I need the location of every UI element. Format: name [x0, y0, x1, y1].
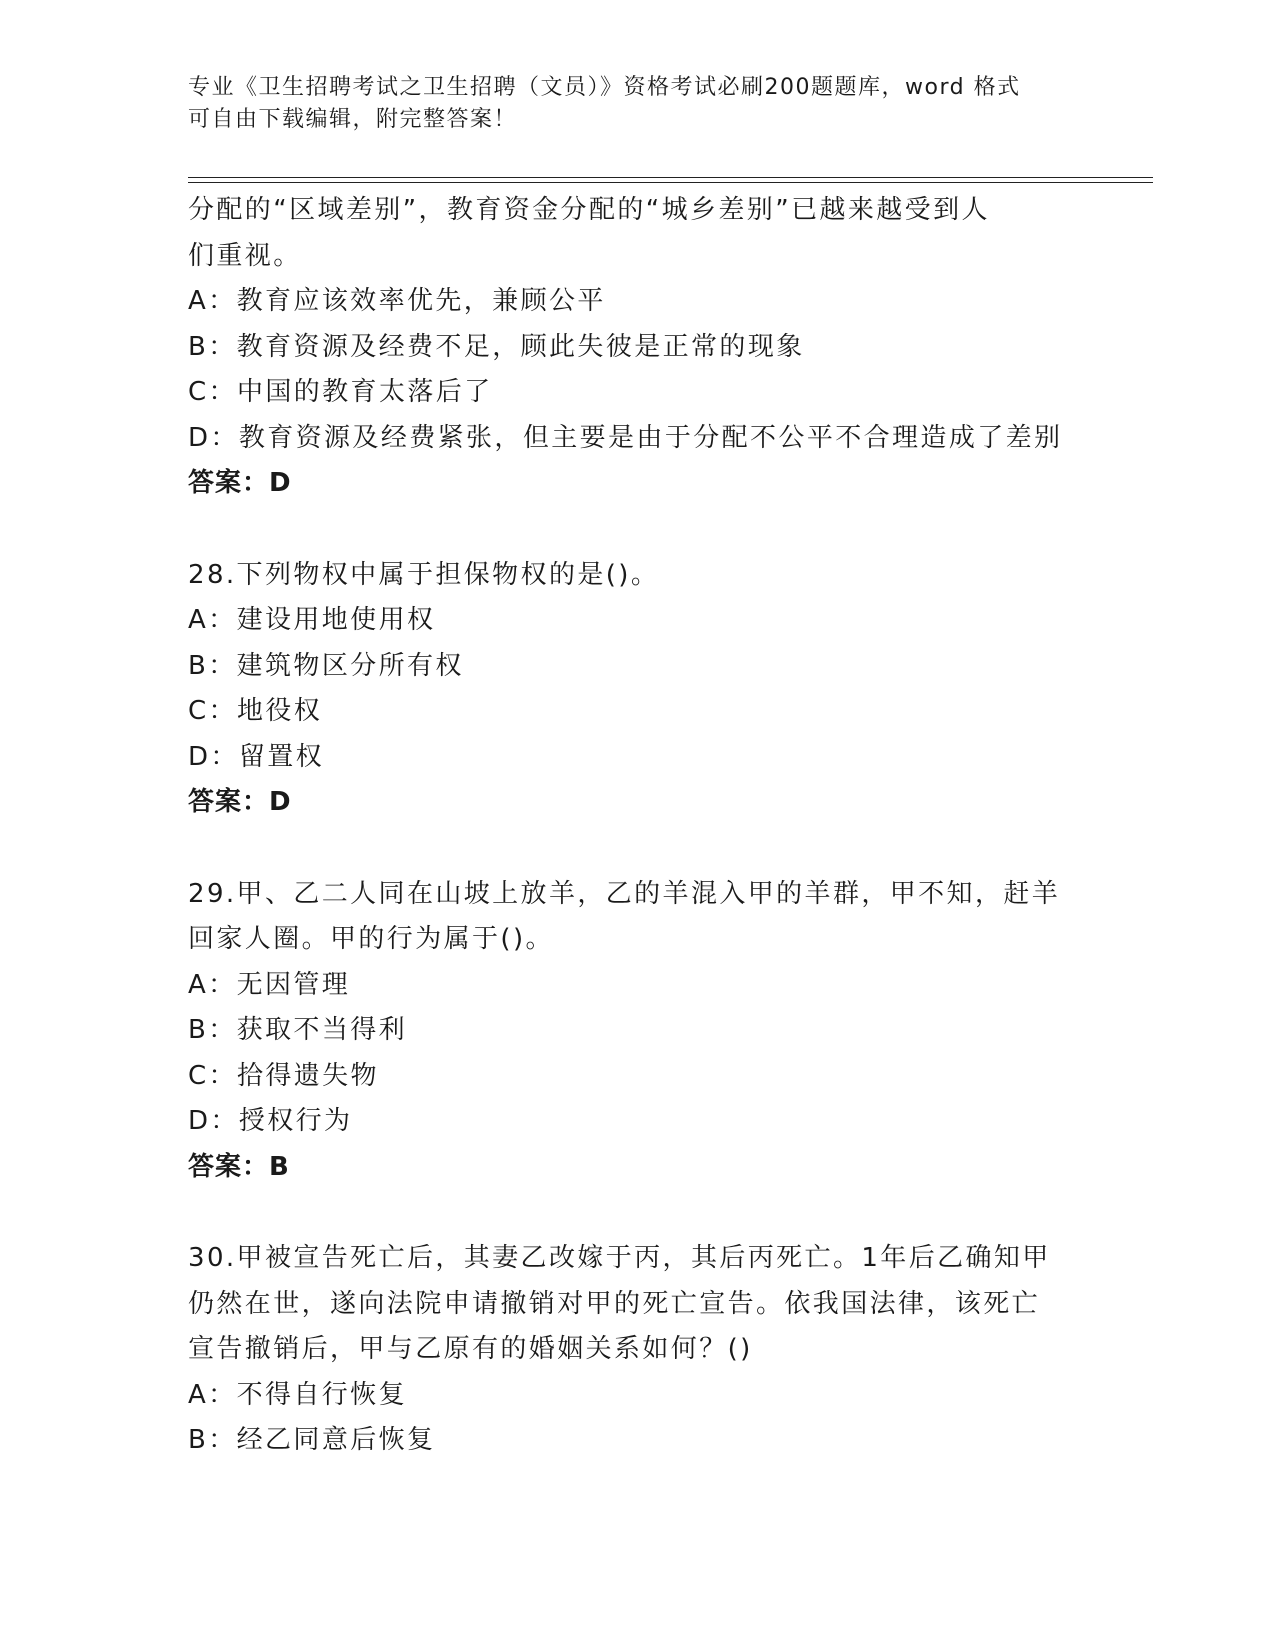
option-a: A：建设用地使用权: [188, 605, 436, 635]
question-text-line: 们重视。: [188, 240, 302, 271]
question-text-line: 29.甲、乙二人同在山坡上放羊，乙的羊混入甲的羊群，甲不知，赶羊: [188, 878, 1061, 909]
option-d: D：教育资源及经费紧张，但主要是由于分配不公平不合理造成了差别: [188, 422, 1063, 453]
option-b: B：经乙同意后恢复: [188, 1425, 436, 1455]
option-b: B：建筑物区分所有权: [188, 650, 464, 681]
question-28: [188, 553, 1088, 826]
question-text-line: 回家人圈。甲的行为属于()。: [188, 924, 554, 954]
header-line-1: 专业《卫生招聘考试之卫生招聘（文员）》资格考试必刷200题题库，word 格式: [188, 75, 1021, 100]
question-text-line: 分配的“区域差别”，教育资金分配的“城乡差别”已越来越受到人: [188, 195, 990, 225]
header-divider-top: [188, 177, 1153, 178]
question-27-continuation: [188, 188, 1088, 507]
option-b: B：获取不当得利: [188, 1015, 408, 1045]
option-d: D：授权行为: [188, 1106, 353, 1136]
answer-label: 答案：B: [188, 1151, 290, 1182]
question-text-line: 仍然在世，遂向法院申请撤销对甲的死亡宣告。依我国法律，该死亡: [188, 1288, 1041, 1319]
answer-label: 答案：D: [188, 787, 292, 817]
option-a: A：无因管理: [188, 969, 351, 1000]
question-29: [188, 872, 1088, 1191]
option-a: A：教育应该效率优先，兼顾公平: [188, 286, 606, 316]
question-text-line: 28.下列物权中属于担保物权的是()。: [188, 559, 660, 590]
option-d: D：留置权: [188, 741, 325, 772]
header-divider-bottom: [188, 182, 1153, 183]
document-header: [188, 72, 1088, 136]
question-text-line: 30.甲被宣告死亡后，其妻乙改嫁于丙，其后丙死亡。1年后乙确知甲: [188, 1243, 1051, 1273]
question-text-line: 宣告撤销后，甲与乙原有的婚姻关系如何？(): [188, 1334, 753, 1364]
document-body: [188, 188, 1088, 1464]
answer-label: 答案：D: [188, 468, 292, 498]
option-c: C：中国的教育太落后了: [188, 377, 493, 407]
option-b: B：教育资源及经费不足，顾此失彼是正常的现象: [188, 331, 805, 362]
question-30: [188, 1236, 1088, 1464]
header-line-2: 可自由下载编辑，附完整答案！: [188, 107, 518, 132]
option-a: A：不得自行恢复: [188, 1379, 407, 1410]
option-c: C：拾得遗失物: [188, 1060, 379, 1091]
option-c: C：地役权: [188, 696, 323, 726]
